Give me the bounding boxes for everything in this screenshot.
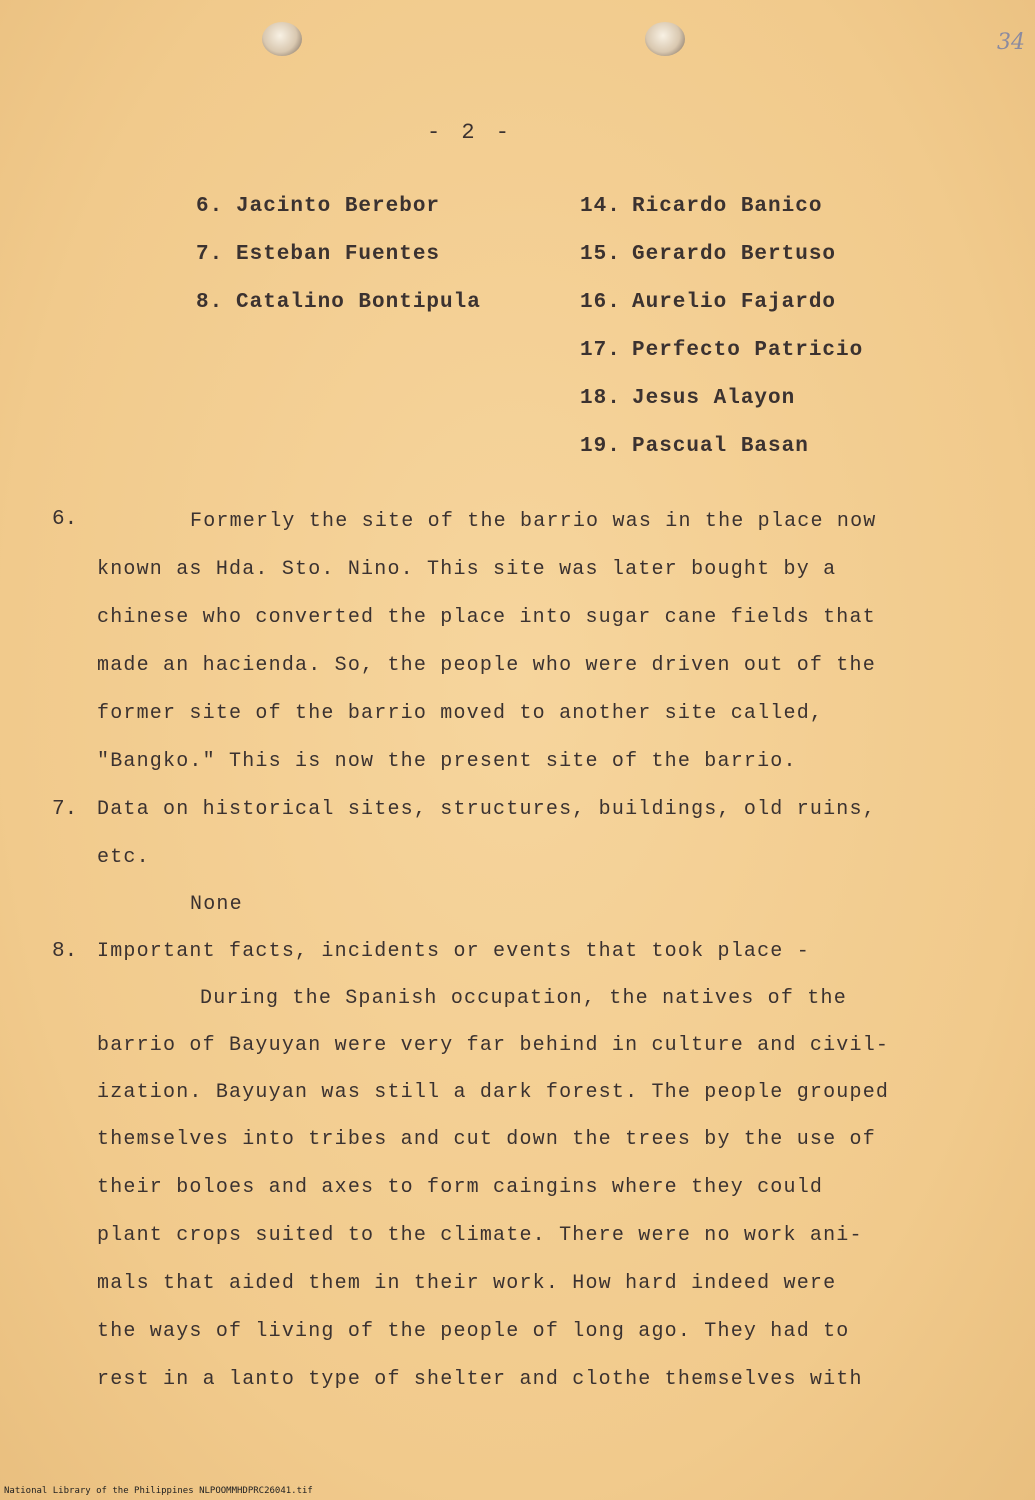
section-8-heading: Important facts, incidents or events that took place - (97, 940, 810, 963)
section-7-line: Data on historical sites, structures, buildings, old ruins, (97, 798, 876, 821)
section-6-line: known as Hda. Sto. Nino. This site was later bought by a (97, 558, 837, 581)
section-8-line: mals that aided them in their work. How hard indeed were (97, 1272, 837, 1295)
scan-footer: National Library of the Philippines NLPOOMMHDPRC26041.tif (4, 1486, 313, 1496)
list-item: 6. Jacinto Berebor (196, 195, 441, 218)
section-6-line: made an hacienda. So, the people who were driven out of the (97, 654, 876, 677)
section-8-line: ization. Bayuyan was still a dark forest. The people grouped (97, 1081, 890, 1104)
section-6-line: "Bangko." This is now the present site of the barrio. (97, 750, 797, 773)
list-item: 18. Jesus Alayon (580, 387, 796, 410)
section-6-line: Formerly the site of the barrio was in the place now (190, 510, 877, 533)
list-item: 17. Perfecto Patricio (580, 339, 864, 362)
section-8-line: plant crops suited to the climate. There were no work ani- (97, 1224, 863, 1247)
list-item: 16. Aurelio Fajardo (580, 291, 837, 314)
section-8-line: During the Spanish occupation, the natives of the (200, 987, 847, 1010)
section-7-number: 7. (52, 798, 78, 821)
section-8-line: rest in a lanto type of shelter and clothe themselves with (97, 1368, 863, 1391)
section-8-line: the ways of living of the people of long ago. They had to (97, 1320, 850, 1343)
names-list-right (580, 183, 863, 471)
list-item: 7. Esteban Fuentes (196, 243, 441, 266)
names-list-left (196, 183, 481, 327)
punch-hole-right (645, 22, 685, 56)
section-7-line: etc. (97, 846, 150, 869)
section-7-answer: None (190, 893, 243, 916)
section-6-number: 6. (52, 508, 78, 531)
list-item: 15. Gerardo Bertuso (580, 243, 837, 266)
section-8-line: barrio of Bayuyan were very far behind in culture and civil- (97, 1034, 890, 1057)
section-8-line: their boloes and axes to form caingins where they could (97, 1176, 824, 1199)
list-item: 8. Catalino Bontipula (196, 291, 481, 314)
margin-page-number: 34 (997, 30, 1025, 55)
list-item: 19. Pascual Basan (580, 435, 809, 458)
section-8-line: themselves into tribes and cut down the trees by the use of (97, 1128, 876, 1151)
list-item: 14. Ricardo Banico (580, 195, 823, 218)
page-number: - 2 - (426, 120, 513, 145)
section-6-line: chinese who converted the place into sugar cane fields that (97, 606, 876, 629)
section-6-line: former site of the barrio moved to another site called, (97, 702, 824, 725)
section-8-number: 8. (52, 940, 78, 963)
punch-hole-left (262, 22, 302, 56)
